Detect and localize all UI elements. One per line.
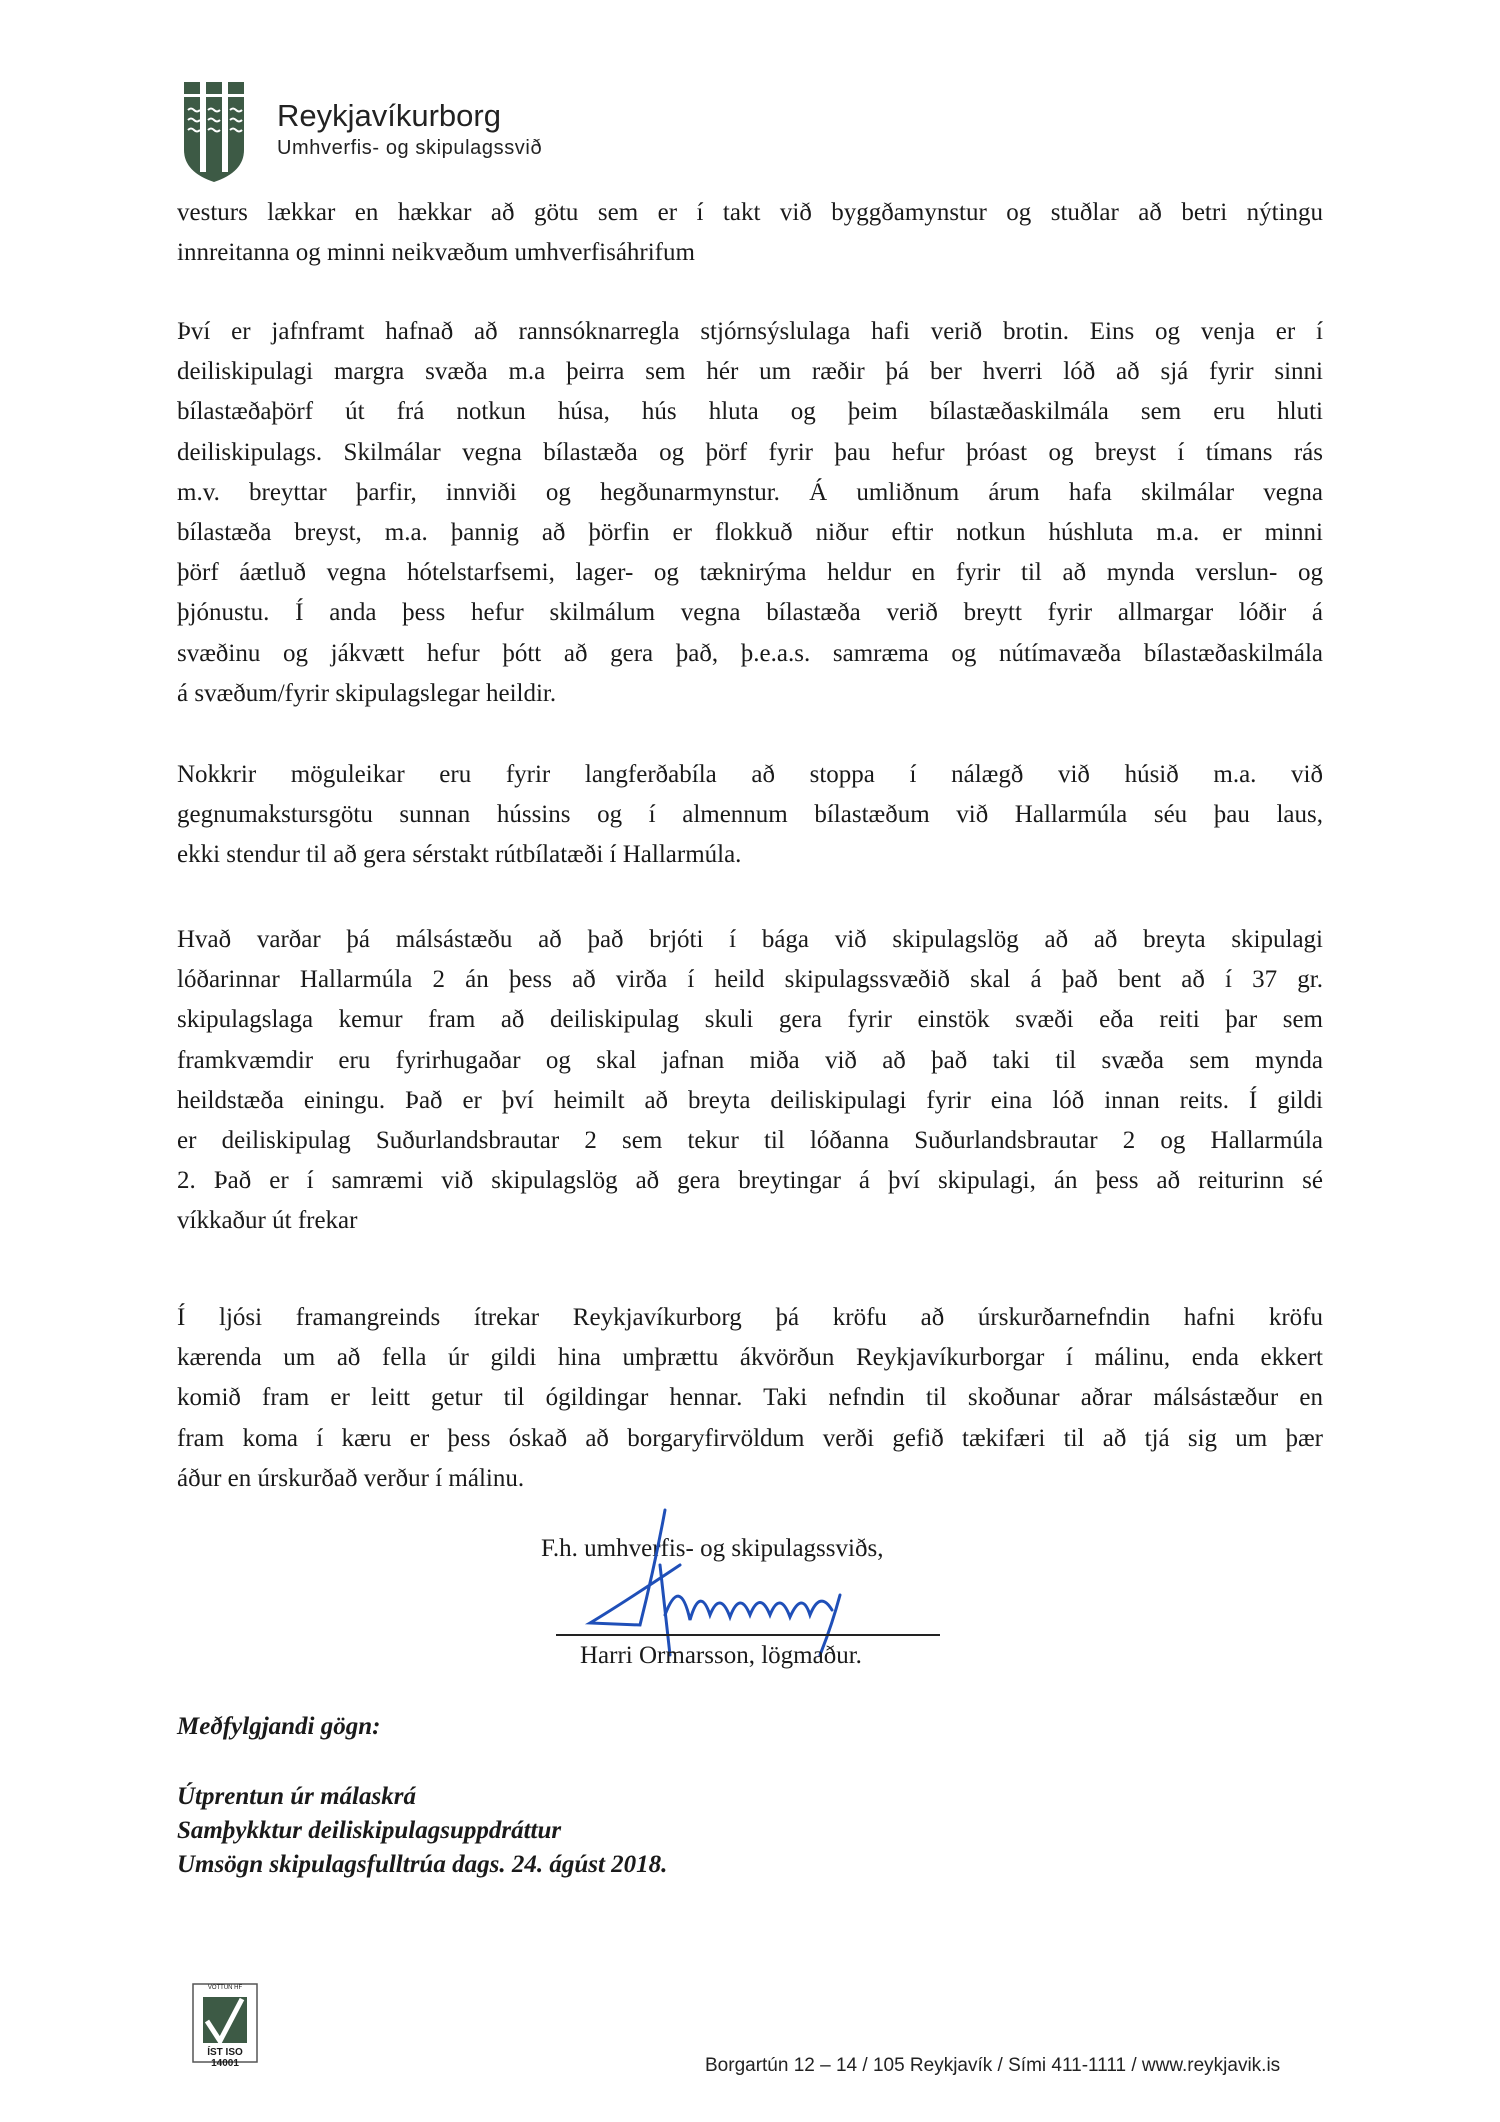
certification-bottom-text: ÍST ISO 14001: [207, 2047, 243, 2069]
text-line: áður en úrskurðað verður í málinu.: [177, 1464, 525, 1492]
text-line: þörf áætluð vegna hótelstarfsemi, lager- og tæknirýma heldur en fyrir til að mynda verslun- og: [177, 559, 1323, 587]
text-line: ekki stendur til að gera sérstakt rútbílatæði í Hallarmúla.: [177, 841, 742, 869]
signature-on-behalf: F.h. umhverfis- og skipulagssviðs,: [541, 1535, 884, 1562]
certification-top-text: VOTTUN HF: [207, 1985, 243, 1991]
text-line: m.v. breyttar þarfir, innviði og hegðunarmynstur. Á umliðnum árum hafa skilmálar vegna: [177, 478, 1323, 506]
text-line: skipulagslaga kemur fram að deiliskipulag skuli gera fyrir einstök svæði eða reiti þar sem: [177, 1006, 1323, 1034]
text-line: Í ljósi framangreinds ítrekar Reykjavíkurborg þá kröfu að úrskurðarnefndin hafni kröfu: [177, 1304, 1323, 1331]
paragraph-2: [177, 312, 1323, 714]
attachment-item: Umsögn skipulagsfulltrúa dags. 24. ágúst 2018.: [177, 1851, 668, 1878]
text-line: svæðinu og jákvætt hefur þótt að gera það, þ.e.a.s. samræma og nútímavæða bílastæðaskilmála: [177, 639, 1323, 667]
text-line: víkkaður út frekar: [177, 1207, 358, 1235]
text-line: bílastæðaþörf út frá notkun húsa, hús hluta og þeim bílastæðaskilmála sem eru hluti: [177, 398, 1323, 426]
text-line: 2. Það er í samræmi við skipulagslög að gera breytingar á því skipulagi, án þess að reiturinn sé: [177, 1167, 1323, 1195]
organization-name: Reykjavíkurborg: [277, 98, 501, 133]
text-line: Hvað varðar þá málsástæðu að það brjóti í bága við skipulagslög að að breyta skipulagi: [177, 926, 1323, 953]
text-line: framkvæmdir eru fyrirhugaðar og skal jafnan miða við að það taki til svæða sem mynda: [177, 1046, 1323, 1074]
letterhead: [277, 98, 542, 162]
footer-address: Borgartún 12 – 14 / 105 Reykjavík / Sími 411-1111 / www.reykjavik.is: [705, 2055, 1281, 2076]
attachments-list: [177, 1780, 667, 1882]
text-line: deiliskipulags. Skilmálar vegna bílastæða og þörf fyrir þau hefur þróast og breyst í tímans rás: [177, 438, 1323, 466]
text-line: vesturs lækkar en hækkar að götu sem er í takt við byggðamynstur og stuðlar að betri nýtingu: [177, 199, 1323, 226]
attachment-item: Samþykktur deiliskipulagsuppdráttur: [177, 1817, 562, 1844]
text-line: fram koma í kæru er þess óskað að borgaryfirvöldum verði gefið tækifæri til að tjá sig um þær: [177, 1424, 1323, 1452]
paragraph-4: [177, 920, 1323, 1242]
attachment-item: Útprentun úr málaskrá: [177, 1783, 416, 1810]
signatory-name: Harri Ormarsson, lögmaður.: [580, 1642, 862, 1669]
department-name: Umhverfis- og skipulagssvið: [277, 137, 543, 159]
signature-line: [556, 1634, 940, 1636]
text-line: Því er jafnframt hafnað að rannsóknarregla stjórnsýslulaga hafi verið brotin. Eins og venja er í: [177, 318, 1323, 345]
text-line: heildstæða einingu. Það er því heimilt að breyta deiliskipulagi fyrir eina lóð innan reits. Í gildi: [177, 1086, 1323, 1114]
text-line: kærenda um að fella úr gildi hina umþrættu ákvörðun Reykjavíkurborgar í málinu, enda ekkert: [177, 1344, 1323, 1372]
reykjavik-coat-of-arms-logo: [182, 80, 246, 184]
text-line: lóðarinnar Hallarmúla 2 án þess að virða í heild skipulagssvæðið skal á það bent að í 37 gr.: [177, 966, 1323, 994]
text-line: deiliskipulagi margra svæða m.a þeirra sem hér um ræðir þá ber hverri lóð að sjá fyrir sinni: [177, 358, 1323, 386]
paragraph-1: [177, 193, 1323, 273]
handwritten-signature: [570, 1505, 940, 1665]
text-line: innreitanna og minni neikvæðum umhverfisáhrifum: [177, 239, 695, 267]
paragraph-3: [177, 755, 1323, 876]
text-line: bílastæða breyst, m.a. þannig að þörfin er flokkuð niður eftir notkun húshluta m.a. er minni: [177, 519, 1323, 547]
text-line: Nokkrir möguleikar eru fyrir langferðabíla að stoppa í nálægð við húsið m.a. við: [177, 761, 1323, 788]
paragraph-5: [177, 1298, 1323, 1499]
attachments-heading: Meðfylgjandi gögn:: [177, 1713, 381, 1740]
text-line: þjónustu. Í anda þess hefur skilmálum vegna bílastæða verið breytt fyrir allmargar lóðir á: [177, 599, 1323, 627]
text-line: komið fram er leitt getur til ógildingar hennar. Taki nefndin til skoðunar aðrar málsástæður en: [177, 1384, 1323, 1412]
text-line: er deiliskipulag Suðurlandsbrautar 2 sem tekur til lóðanna Suðurlandsbrautar 2 og Hallarmúla: [177, 1127, 1323, 1155]
text-line: á svæðum/fyrir skipulagslegar heildir.: [177, 679, 557, 707]
text-line: gegnumakstursgötu sunnan hússins og í almennum bílastæðum við Hallarmúla séu þau laus,: [177, 801, 1323, 829]
